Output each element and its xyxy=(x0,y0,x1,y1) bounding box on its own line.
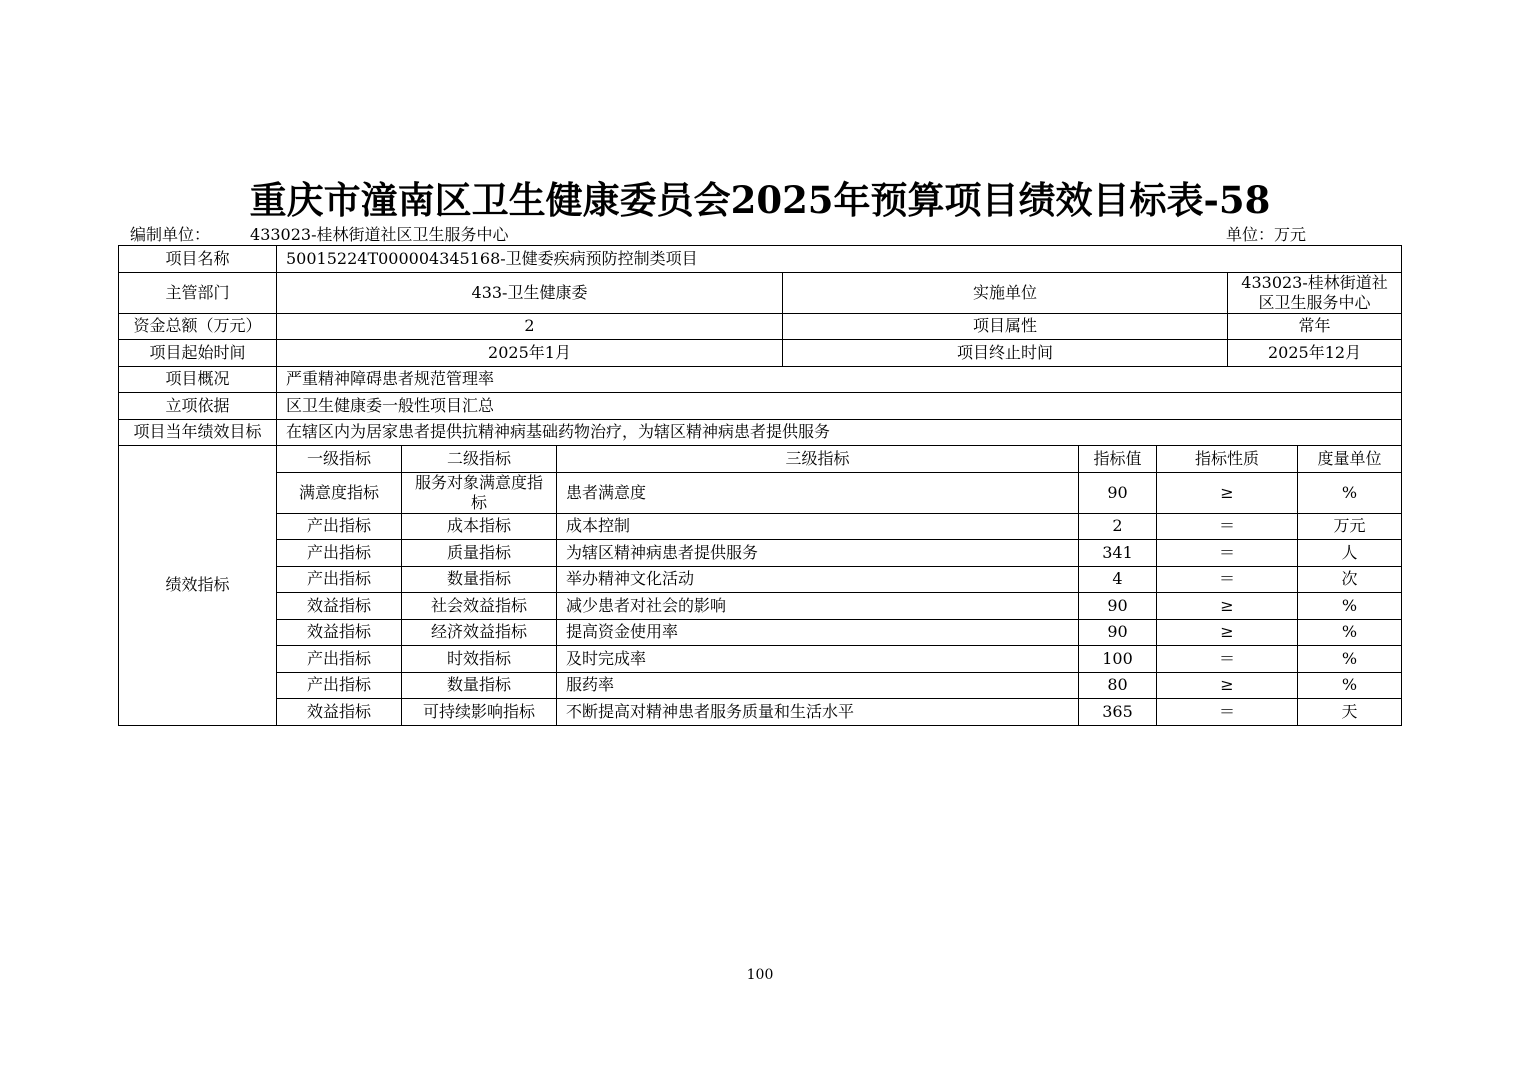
cell-nature: ≥ xyxy=(1157,619,1298,646)
impl-value: 433023-桂林街道社区卫生服务中心 xyxy=(1228,272,1402,313)
cell-level1: 产出指标 xyxy=(277,646,402,673)
cell-unit: % xyxy=(1298,593,1402,620)
cell-nature: ＝ xyxy=(1157,513,1298,540)
attr-label: 项目属性 xyxy=(783,313,1228,340)
table-row xyxy=(119,540,1402,567)
cell-unit: % xyxy=(1298,646,1402,673)
table-row xyxy=(119,646,1402,673)
cell-level2: 时效指标 xyxy=(402,646,557,673)
row-dept xyxy=(119,272,1402,313)
cell-value: 4 xyxy=(1079,566,1157,593)
cell-level1: 满意度指标 xyxy=(277,472,402,513)
header-level2: 二级指标 xyxy=(402,446,557,473)
cell-level2: 数量指标 xyxy=(402,672,557,699)
header-unit: 度量单位 xyxy=(1298,446,1402,473)
cell-nature: ＝ xyxy=(1157,566,1298,593)
cell-level3: 不断提高对精神患者服务质量和生活水平 xyxy=(557,699,1079,726)
cell-unit: % xyxy=(1298,472,1402,513)
cell-nature: ≥ xyxy=(1157,472,1298,513)
cell-level2: 数量指标 xyxy=(402,566,557,593)
table-row xyxy=(119,566,1402,593)
cell-level1: 效益指标 xyxy=(277,619,402,646)
fund-label: 资金总额（万元） xyxy=(119,313,277,340)
row-project-name xyxy=(119,246,1402,273)
goal-label: 项目当年绩效目标 xyxy=(119,419,277,446)
cell-nature: ≥ xyxy=(1157,593,1298,620)
org-label: 编制单位： xyxy=(130,225,211,244)
indicators-section-label: 绩效指标 xyxy=(119,446,277,726)
page-number: 100 xyxy=(746,967,774,983)
cell-level2: 社会效益指标 xyxy=(402,593,557,620)
end-label: 项目终止时间 xyxy=(783,340,1228,367)
end-value: 2025年12月 xyxy=(1228,340,1402,367)
overview-value: 严重精神障碍患者规范管理率 xyxy=(277,366,1402,393)
org-line xyxy=(130,222,509,245)
cell-unit: 万元 xyxy=(1298,513,1402,540)
header-level3: 三级指标 xyxy=(557,446,1079,473)
dept-value: 433-卫生健康委 xyxy=(277,272,783,313)
header-value: 指标值 xyxy=(1079,446,1157,473)
cell-level2: 经济效益指标 xyxy=(402,619,557,646)
cell-nature: ＝ xyxy=(1157,699,1298,726)
cell-unit: 天 xyxy=(1298,699,1402,726)
table-row xyxy=(119,672,1402,699)
cell-value: 90 xyxy=(1079,619,1157,646)
cell-level3: 服药率 xyxy=(557,672,1079,699)
cell-value: 365 xyxy=(1079,699,1157,726)
cell-level3: 为辖区精神病患者提供服务 xyxy=(557,540,1079,567)
cell-level3: 及时完成率 xyxy=(557,646,1079,673)
cell-unit: 次 xyxy=(1298,566,1402,593)
cell-level3: 患者满意度 xyxy=(557,472,1079,513)
cell-unit: % xyxy=(1298,672,1402,699)
cell-level1: 产出指标 xyxy=(277,566,402,593)
start-label: 项目起始时间 xyxy=(119,340,277,367)
basis-label: 立项依据 xyxy=(119,393,277,420)
project-name-label: 项目名称 xyxy=(119,246,277,273)
cell-nature: ＝ xyxy=(1157,540,1298,567)
row-time xyxy=(119,340,1402,367)
fund-value: 2 xyxy=(277,313,783,340)
cell-level1: 效益指标 xyxy=(277,593,402,620)
cell-level3: 举办精神文化活动 xyxy=(557,566,1079,593)
overview-label: 项目概况 xyxy=(119,366,277,393)
cell-value: 90 xyxy=(1079,593,1157,620)
cell-value: 2 xyxy=(1079,513,1157,540)
cell-value: 80 xyxy=(1079,672,1157,699)
org-value: 433023-桂林街道社区卫生服务中心 xyxy=(250,225,509,244)
table-row xyxy=(119,593,1402,620)
basis-value: 区卫生健康委一般性项目汇总 xyxy=(277,393,1402,420)
cell-level2: 成本指标 xyxy=(402,513,557,540)
header-nature: 指标性质 xyxy=(1157,446,1298,473)
cell-level1: 效益指标 xyxy=(277,699,402,726)
row-fund xyxy=(119,313,1402,340)
table-row xyxy=(119,619,1402,646)
indicator-header-row xyxy=(119,446,1402,473)
goal-value: 在辖区内为居家患者提供抗精神病基础药物治疗，为辖区精神病患者提供服务 xyxy=(277,419,1402,446)
performance-table xyxy=(118,245,1402,726)
cell-level3: 减少患者对社会的影响 xyxy=(557,593,1079,620)
table-row xyxy=(119,699,1402,726)
cell-level2: 可持续影响指标 xyxy=(402,699,557,726)
cell-nature: ＝ xyxy=(1157,646,1298,673)
row-goal xyxy=(119,419,1402,446)
unit-label: 单位：万元 xyxy=(1226,225,1307,244)
cell-level2: 质量指标 xyxy=(402,540,557,567)
cell-unit: 人 xyxy=(1298,540,1402,567)
cell-value: 90 xyxy=(1079,472,1157,513)
row-basis xyxy=(119,393,1402,420)
table-row xyxy=(119,472,1402,513)
cell-value: 100 xyxy=(1079,646,1157,673)
cell-level1: 产出指标 xyxy=(277,513,402,540)
project-name-value: 50015224T000004345168-卫健委疾病预防控制类项目 xyxy=(277,246,1402,273)
dept-label: 主管部门 xyxy=(119,272,277,313)
cell-level1: 产出指标 xyxy=(277,672,402,699)
cell-unit: % xyxy=(1298,619,1402,646)
start-value: 2025年1月 xyxy=(277,340,783,367)
cell-level2: 服务对象满意度指标 xyxy=(402,472,557,513)
impl-label: 实施单位 xyxy=(783,272,1228,313)
page-title: 重庆市潼南区卫生健康委员会2025年预算项目绩效目标表-58 xyxy=(249,178,1271,222)
cell-level3: 提高资金使用率 xyxy=(557,619,1079,646)
cell-nature: ≥ xyxy=(1157,672,1298,699)
cell-level1: 产出指标 xyxy=(277,540,402,567)
attr-value: 常年 xyxy=(1228,313,1402,340)
cell-level3: 成本控制 xyxy=(557,513,1079,540)
cell-value: 341 xyxy=(1079,540,1157,567)
table-row xyxy=(119,513,1402,540)
row-overview xyxy=(119,366,1402,393)
header-level1: 一级指标 xyxy=(277,446,402,473)
